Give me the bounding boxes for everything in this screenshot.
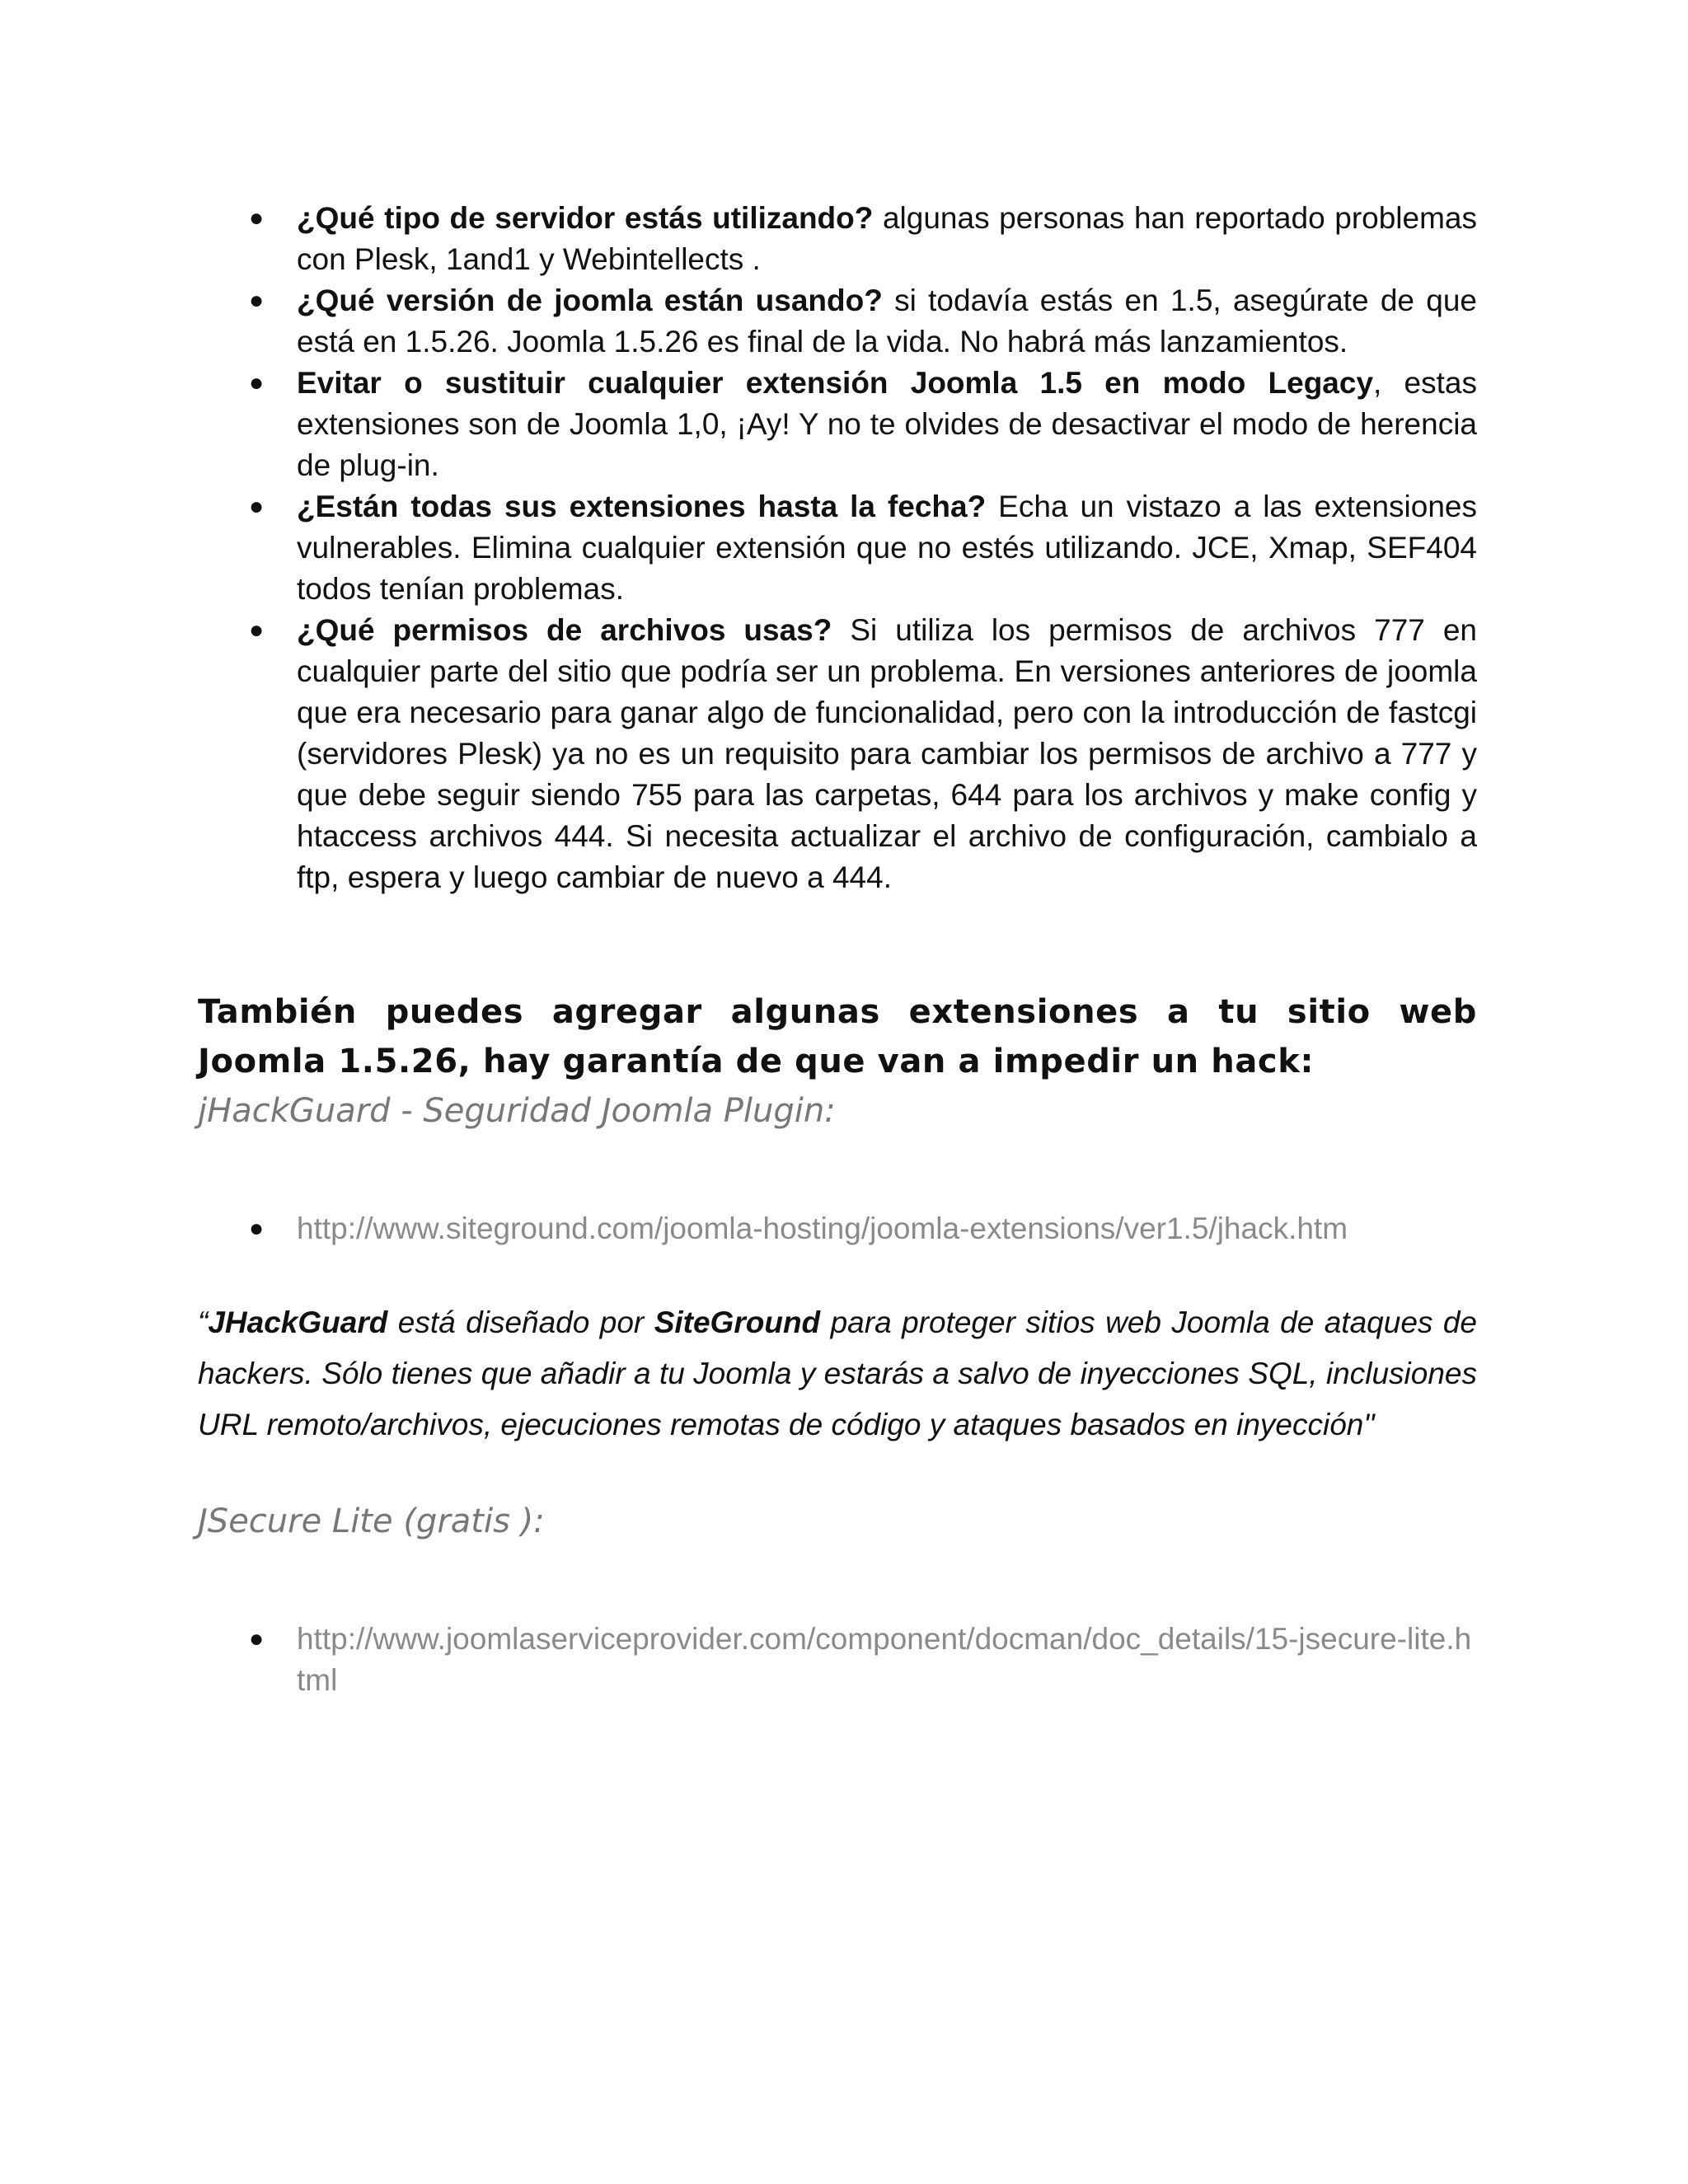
list-item <box>198 280 1477 363</box>
section-heading: También puedes agregar algunas extensiones a tu sitio web Joomla 1.5.26, hay garantía de que van a impedir un hack: <box>198 993 1477 1080</box>
document-page <box>198 198 1477 1701</box>
item-text: si todavía estás en 1.5, asegúrate de que está en 1.5.26. Joomla 1.5.26 es final de la vida. No habrá más lanzamientos. <box>297 284 1477 359</box>
item-bold-text: ¿Están todas sus extensiones hasta la fecha? <box>297 490 987 523</box>
bullet-icon: ● <box>249 616 265 644</box>
link-text[interactable]: http://www.joomlaserviceprovider.com/component/docman/doc_details/15-jsecure-lite.html <box>297 1622 1472 1697</box>
jhackguard-link[interactable] <box>198 1208 1477 1249</box>
jsecure-links <box>198 1619 1477 1701</box>
list-item <box>198 610 1477 898</box>
quote-text: para proteger sitios web Joomla de ataques de hackers. Sólo tienes que añadir a tu Joomla y estarás a salvo de inyecciones SQL, inclusiones URL remoto/archivos, ejecuciones remotas de código y ataques basados en inyección" <box>198 1305 1477 1441</box>
item-bold-text: Evitar o sustituir cualquier extensión Joomla 1.5 en modo Legacy <box>297 366 1374 400</box>
tips-list <box>198 198 1477 898</box>
item-text: Echa un vistazo a las extensiones vulnerables. Elimina cualquier extensión que no estés utilizando. JCE, Xmap, SEF404 todos tenían problemas. <box>297 490 1477 606</box>
quote-text: está diseñado por <box>387 1305 654 1339</box>
jhackguard-links <box>198 1208 1477 1249</box>
bullet-icon: ● <box>249 369 265 396</box>
jsecure-link[interactable] <box>198 1619 1477 1701</box>
bullet-icon: ● <box>249 204 265 232</box>
link-text[interactable]: http://www.siteground.com/joomla-hosting/joomla-extensions/ver1.5/jhack.htm <box>297 1212 1348 1245</box>
item-text: algunas personas han reportado problemas con Plesk, 1and1 y Webintellects . <box>297 201 1477 276</box>
quote-bold-name: JHackGuard <box>208 1305 388 1339</box>
bullet-icon: ● <box>249 1625 265 1652</box>
quote-open: “ <box>198 1305 209 1339</box>
item-text: Si utiliza los permisos de archivos 777 en cualquier parte del sitio que podría ser un problema. En versiones anteriores de joomla que era necesario para ganar algo de funcionalidad, pero con la introducción de fastcgi (servidores Plesk) ya no es un requisito para cambiar los permisos de archivo a 777 y que debe seguir siendo 755 para las carpetas, 644 para los archivos y make config y htaccess archivos 444. Si necesita actualizar el archivo de configuración, cambialo a ftp, espera y luego cambiar de nuevo a 444. <box>297 613 1478 894</box>
jhackguard-title: jHackGuard - Seguridad Joomla Plugin: <box>198 1092 836 1130</box>
item-text: , estas extensiones son de Joomla 1,0, ¡Ay! Y no te olvides de desactivar el modo de herencia de plug-in. <box>297 366 1477 482</box>
item-bold-text: ¿Qué versión de joomla están usando? <box>297 284 883 317</box>
bullet-icon: ● <box>249 1215 265 1242</box>
bullet-icon: ● <box>249 493 265 520</box>
bullet-icon: ● <box>249 287 265 314</box>
list-item <box>198 486 1477 610</box>
jsecure-title: JSecure Lite (gratis ): <box>198 1502 545 1540</box>
item-bold-text: ¿Qué permisos de archivos usas? <box>297 613 832 647</box>
item-bold-text: ¿Qué tipo de servidor estás utilizando? <box>297 201 874 235</box>
quote-bold-name: SiteGround <box>654 1305 821 1339</box>
list-item <box>198 198 1477 280</box>
jhackguard-quote <box>198 1297 1477 1451</box>
list-item <box>198 363 1477 486</box>
